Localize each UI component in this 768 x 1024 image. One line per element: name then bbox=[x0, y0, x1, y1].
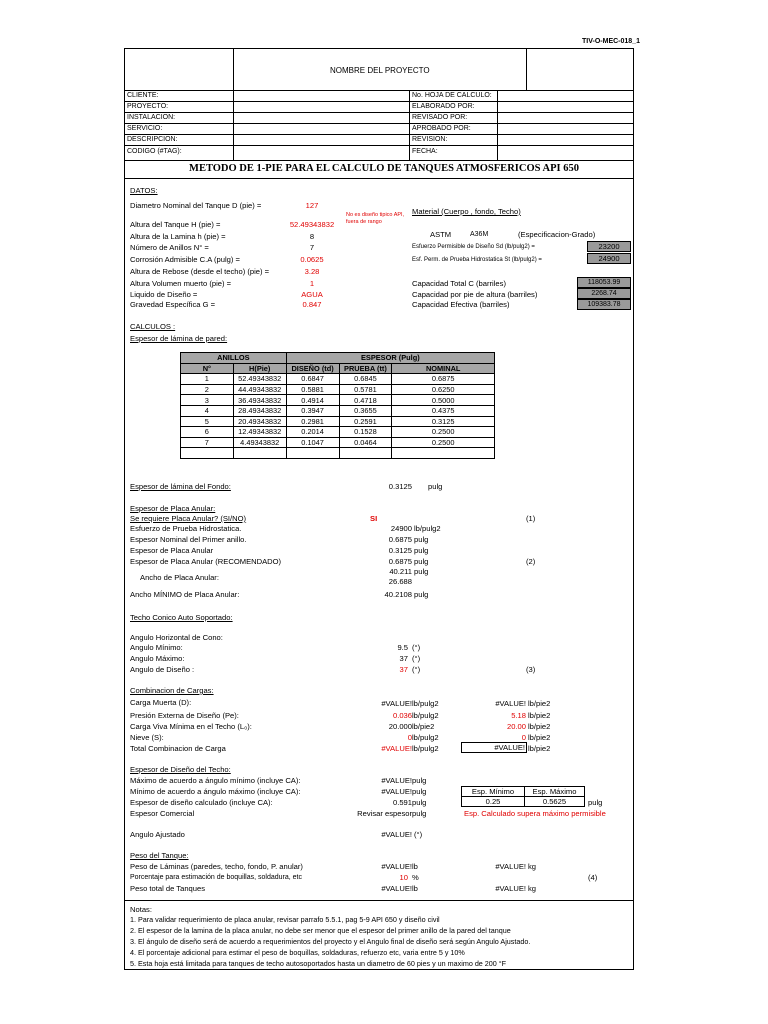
cap-efect-label: Capacidad Efectiva (barriles) bbox=[412, 300, 510, 309]
divider bbox=[124, 178, 634, 179]
info-label-revisado: REVISADO POR: bbox=[412, 114, 468, 121]
ancho-min-unit: pulg bbox=[414, 590, 429, 599]
anular-required-value: SI bbox=[370, 514, 378, 523]
cargas-u2-nieve: lb/pie2 bbox=[528, 733, 551, 742]
cargas-v2-muerta: #VALUE! bbox=[495, 699, 526, 708]
datos-label-corrosion: Corrosión Admisible C.A (pulg) = bbox=[130, 255, 240, 264]
nota-4: 4. El porcentaje adicional para estimar el peso de boquillas, soldaduras, refuerzo etc, varia entre 5 y 10% bbox=[130, 948, 465, 957]
cargas-u1-viva: lb/pie2 bbox=[412, 722, 435, 731]
calculos-subheading: Espesor de lámina de pared: bbox=[130, 334, 228, 343]
ref-1: (1) bbox=[526, 514, 536, 523]
cell bbox=[339, 448, 392, 459]
peso-u1-porcentaje: % bbox=[412, 873, 419, 882]
sheet-title: METODO DE 1-PIE PARA EL CALCULO DE TANQUES ATMOSFERICOS API 650 bbox=[189, 163, 579, 174]
esp-max-value: 0.5625 bbox=[524, 796, 585, 807]
techo-unit-minimo: (°) bbox=[412, 643, 421, 652]
cargas-label-viva: Carga Viva Mínima en el Techo (L₀): bbox=[130, 722, 252, 731]
cargas-u1-total: lb/pulg2 bbox=[412, 744, 439, 753]
cell: 0.3655 bbox=[339, 405, 392, 416]
cell: 36.49343832 bbox=[233, 395, 286, 406]
table-row bbox=[181, 374, 495, 385]
cell: 0.1047 bbox=[286, 437, 339, 448]
diseno-unit-calculado: pulg bbox=[412, 798, 427, 807]
peso-label-total: Peso total de Tanques bbox=[130, 884, 206, 893]
cell: 7 bbox=[181, 437, 234, 448]
anular-label-espesor-nominal: Espesor Nominal del Primer anillo. bbox=[130, 535, 247, 544]
techo-label-horizontal: Angulo Horizontal de Cono: bbox=[130, 633, 223, 642]
esp-unit: pulg bbox=[588, 798, 603, 807]
diseno-value-minimo: #VALUE! bbox=[381, 787, 412, 796]
notas-heading: Notas: bbox=[130, 905, 152, 914]
project-name-header: NOMBRE DEL PROYECTO bbox=[330, 66, 430, 75]
diseno-label-comercial: Espesor Comercial bbox=[130, 809, 195, 818]
cell: 12.49343832 bbox=[233, 427, 286, 438]
anular-label-espesor: Espesor de Placa Anular bbox=[130, 546, 214, 555]
fondo-value: 0.3125 bbox=[388, 482, 412, 491]
cargas-v2-presion: 5.18 bbox=[511, 711, 526, 720]
divider bbox=[124, 160, 634, 161]
info-label-aprobado: APROBADO POR: bbox=[412, 125, 471, 132]
st-value: 24900 bbox=[587, 253, 631, 264]
cell: 0.6847 bbox=[286, 374, 339, 385]
peso-u2-laminas: kg bbox=[528, 862, 537, 871]
cell: 0.3125 bbox=[392, 416, 495, 427]
cell: 0.3947 bbox=[286, 405, 339, 416]
info-label-hoja: No. HOJA DE CALCULO: bbox=[412, 92, 492, 99]
peso-u2-total: kg bbox=[528, 884, 537, 893]
fondo-label: Espesor de lámina del Fondo: bbox=[130, 482, 231, 491]
ancho-label: Ancho de Placa Anular: bbox=[140, 573, 219, 582]
st-label: Esf. Perm. de Prueba Hidrostatica St (lb/pulg2) = bbox=[412, 257, 542, 263]
techo-label-diseno: Angulo de Diseño : bbox=[130, 665, 195, 674]
info-label-revision: REVISION: bbox=[412, 136, 448, 143]
cell: 0.2014 bbox=[286, 427, 339, 438]
datos-value-anillos: 7 bbox=[309, 243, 315, 252]
divider bbox=[124, 145, 634, 146]
cell: 4.49343832 bbox=[233, 437, 286, 448]
cell: 0.4718 bbox=[339, 395, 392, 406]
cell: 6 bbox=[181, 427, 234, 438]
datos-value-volumen-muerto: 1 bbox=[309, 279, 315, 288]
techo-label-minimo: Angulo Mínimo: bbox=[130, 643, 183, 652]
peso-v2-total: #VALUE! bbox=[495, 884, 526, 893]
cell bbox=[181, 448, 234, 459]
cell: 0.6845 bbox=[339, 374, 392, 385]
nota-2: 2. El espesor de la lamina de la placa anular, no debe ser menor que el espesor del primer anillo de la pared del tanque bbox=[130, 926, 511, 935]
techo-unit-diseno: (°) bbox=[412, 665, 421, 674]
diseno-unit-comercial: pulg bbox=[412, 809, 427, 818]
cap-total-label: Capacidad Total C (barriles) bbox=[412, 279, 506, 288]
cell: 0.6250 bbox=[392, 384, 495, 395]
cell: 0.6875 bbox=[392, 374, 495, 385]
table-row bbox=[181, 395, 495, 406]
peso-v1-total: #VALUE! bbox=[381, 884, 412, 893]
peso-heading: Peso del Tanque: bbox=[130, 851, 189, 860]
datos-label-volumen-muerto: Altura Volumen muerto (pie) = bbox=[130, 279, 232, 288]
datos-label-rebose: Altura de Rebose (desde el techo) (pie) = bbox=[130, 267, 270, 276]
sd-value: 23200 bbox=[587, 241, 631, 252]
peso-label-porcentaje: Porcentaje para estimación de boquillas, soldadura, etc bbox=[130, 874, 302, 881]
angulo-ajustado-value: #VALUE! bbox=[381, 830, 412, 839]
cap-total-value: 118053.99 bbox=[577, 277, 631, 288]
divider bbox=[124, 90, 634, 91]
cargas-v1-presion: 0.036 bbox=[392, 711, 412, 720]
peso-v1-laminas: #VALUE! bbox=[381, 862, 412, 871]
table-row bbox=[181, 416, 495, 427]
peso-u1-laminas: lb bbox=[412, 862, 418, 871]
document-code: TIV-O-MEC-018_1 bbox=[582, 38, 640, 45]
diseno-unit-maximo: pulg bbox=[412, 776, 427, 785]
divider bbox=[124, 101, 634, 102]
cell: 4 bbox=[181, 405, 234, 416]
divider bbox=[124, 112, 634, 113]
anular-value-espesor-nominal: 0.6875 bbox=[388, 535, 412, 544]
techo-value-minimo: 9.5 bbox=[397, 643, 408, 652]
datos-value-diametro: 127 bbox=[305, 201, 319, 210]
diseno-value-comercial: Revisar espesor bbox=[357, 809, 412, 818]
cargas-label-presion: Presión Externa de Diseño (Pe): bbox=[130, 711, 239, 720]
cargas-u1-presion: lb/pulg2 bbox=[412, 711, 439, 720]
peso-v1-porcentaje: 10 bbox=[399, 873, 408, 882]
table-header-tt: PRUEBA (tt) bbox=[339, 363, 392, 374]
anular-value-recomendado: 0.6875 bbox=[388, 557, 412, 566]
cell: 3 bbox=[181, 395, 234, 406]
cargas-u2-muerta: lb/pie2 bbox=[528, 699, 551, 708]
cell: 0.2981 bbox=[286, 416, 339, 427]
cell: 0.5881 bbox=[286, 384, 339, 395]
datos-label-liquido: Liquido de Diseño = bbox=[130, 290, 198, 299]
ancho-unit: pulg bbox=[414, 567, 429, 576]
table-header-td: DISEÑO (td) bbox=[286, 363, 339, 374]
calculos-heading: CALCULOS : bbox=[130, 322, 176, 331]
diseno-unit-minimo: pulg bbox=[412, 787, 427, 796]
peso-u1-total: lb bbox=[412, 884, 418, 893]
cell: 0.5000 bbox=[392, 395, 495, 406]
esp-max-header: Esp. Máximo bbox=[524, 786, 585, 797]
cargas-v2-viva: 20.00 bbox=[506, 722, 526, 731]
api-range-note: No es diseño tipico API, fuera de rango bbox=[346, 212, 405, 225]
cargas-v1-muerta: #VALUE! bbox=[381, 699, 412, 708]
esp-min-header: Esp. Mínimo bbox=[461, 786, 525, 797]
techo-heading: Techo Conico Auto Soportado: bbox=[130, 613, 233, 622]
info-label-instalacion: INSTALACION: bbox=[127, 114, 176, 121]
diseno-techo-heading: Espesor de Diseño del Techo: bbox=[130, 765, 231, 774]
datos-label-diametro: Diametro Nominal del Tanque D (pie) = bbox=[130, 201, 262, 210]
cell bbox=[233, 448, 286, 459]
datos-value-altura-tanque: 52.49343832 bbox=[289, 220, 335, 229]
cell bbox=[286, 448, 339, 459]
datos-value-corrosion: 0.0625 bbox=[300, 255, 324, 264]
nota-5: 5. Esta hoja está limitada para tanques de techo autosoportados hasta un diametro de 60 pies y un maximo de 200 °F bbox=[130, 959, 507, 968]
peso-label-laminas: Peso de Láminas (paredes, techo, fondo, P. anular) bbox=[130, 862, 303, 871]
peso-v2-laminas: #VALUE! bbox=[495, 862, 526, 871]
anular-value-espesor: 0.3125 bbox=[388, 546, 412, 555]
astm-value: A36M bbox=[470, 231, 489, 238]
cell: 0.0464 bbox=[339, 437, 392, 448]
table-header-nominal: NOMINAL bbox=[392, 363, 495, 374]
anular-required-label: Se requiere Placa Anular? (SI/NO) bbox=[130, 514, 247, 523]
table-row bbox=[181, 448, 495, 459]
diseno-label-minimo: Mínimo de acuerdo a ángulo máximo (incluye CA): bbox=[130, 787, 301, 796]
table-header-anillos: ANILLOS bbox=[181, 353, 287, 364]
thickness-warning: Esp. Calculado supera máximo permisible bbox=[464, 809, 606, 818]
cell: 0.2500 bbox=[392, 437, 495, 448]
cargas-label-total: Total Combinacion de Carga bbox=[130, 744, 226, 753]
datos-value-liquido: AGUA bbox=[301, 290, 323, 299]
cell: 20.49343832 bbox=[233, 416, 286, 427]
ref-4: (4) bbox=[588, 873, 598, 882]
cargas-heading: Combinacion de Cargas: bbox=[130, 686, 214, 695]
anular-heading: Espesor de Placa Anular: bbox=[130, 504, 216, 513]
anular-label-esfuerzo: Esfuerzo de Prueba Hidrostatica. bbox=[130, 524, 242, 533]
cargas-v1-viva: 20.000 bbox=[388, 722, 412, 731]
ancho-min-label: Ancho MÍNIMO de Placa Anular: bbox=[130, 590, 240, 599]
info-label-servicio: SERVICIO: bbox=[127, 125, 163, 132]
table-row bbox=[181, 427, 495, 438]
divider bbox=[124, 134, 634, 135]
info-label-proyecto: PROYECTO: bbox=[127, 103, 169, 110]
shell-thickness-table bbox=[180, 352, 495, 459]
techo-value-diseno: 37 bbox=[399, 665, 408, 674]
anular-unit-recomendado: pulg bbox=[414, 557, 429, 566]
anular-value-esfuerzo: 24900 bbox=[390, 524, 412, 533]
angulo-ajustado-label: Angulo Ajustado bbox=[130, 830, 185, 839]
cargas-u2-presion: lb/pie2 bbox=[528, 711, 551, 720]
spec-label: (Especificacion-Grado) bbox=[518, 230, 596, 239]
cargas-u2-viva: lb/pie2 bbox=[528, 722, 551, 731]
divider bbox=[124, 123, 634, 124]
nota-1: 1. Para validar requerimiento de placa anular, revisar parrafo 5.5.1, pag 5-9 API 650 y diseño civil bbox=[130, 915, 440, 924]
diseno-value-calculado: 0.591 bbox=[392, 798, 412, 807]
datos-value-rebose: 3.28 bbox=[304, 267, 320, 276]
diseno-label-maximo: Máximo de acuerdo a ángulo mínimo (incluye CA): bbox=[130, 776, 301, 785]
nota-3: 3. El ángulo de diseño será de acuerdo a requerimientos del proyecto y el Angulo final de diseño será según Angulo Ajustado. bbox=[130, 937, 531, 946]
divider bbox=[124, 900, 634, 901]
diseno-value-maximo: #VALUE! bbox=[381, 776, 412, 785]
cell: 0.4914 bbox=[286, 395, 339, 406]
info-label-fecha: FECHA: bbox=[412, 148, 438, 155]
table-header-h: H(Pie) bbox=[233, 363, 286, 374]
cap-pie-label: Capacidad por pie de altura (barriles) bbox=[412, 290, 538, 299]
divider bbox=[526, 48, 527, 90]
diseno-label-calculado: Espesor de diseño calculado (incluye CA): bbox=[130, 798, 273, 807]
ancho-min-value: 40.2108 bbox=[384, 590, 412, 599]
divider bbox=[233, 48, 234, 160]
info-label-elaborado: ELABORADO POR: bbox=[412, 103, 475, 110]
cargas-v2-nieve: 0 bbox=[521, 733, 526, 742]
datos-label-gravedad: Gravedad Específica G = bbox=[130, 300, 216, 309]
datos-value-gravedad: 0.847 bbox=[302, 300, 322, 309]
cell: 0.5781 bbox=[339, 384, 392, 395]
info-label-codigo: CODIGO (#TAG): bbox=[127, 148, 182, 155]
cell: 2 bbox=[181, 384, 234, 395]
cargas-v2-total: #VALUE! bbox=[461, 742, 527, 753]
anular-unit-espesor-nominal: pulg bbox=[414, 535, 429, 544]
cell: 5 bbox=[181, 416, 234, 427]
cell: 0.2500 bbox=[392, 427, 495, 438]
table-row bbox=[181, 384, 495, 395]
anular-label-recomendado: Espesor de Placa Anular (RECOMENDADO) bbox=[130, 557, 282, 566]
cell bbox=[392, 448, 495, 459]
cell: 52.49343832 bbox=[233, 374, 286, 385]
anular-unit-espesor: pulg bbox=[414, 546, 429, 555]
table-row bbox=[181, 437, 495, 448]
ancho-value-1: 40.211 bbox=[389, 567, 412, 576]
cap-efect-value: 109383.78 bbox=[577, 299, 631, 310]
cargas-v1-total: #VALUE! bbox=[381, 744, 412, 753]
table-row bbox=[181, 405, 495, 416]
datos-value-altura-lamina: 8 bbox=[309, 232, 315, 241]
ancho-value-2: 26.688 bbox=[388, 577, 412, 586]
datos-label-altura-tanque: Altura del Tanque H (pie) = bbox=[130, 220, 221, 229]
techo-value-maximo: 37 bbox=[399, 654, 408, 663]
ref-2: (2) bbox=[526, 557, 536, 566]
info-label-cliente: CLIENTE: bbox=[127, 92, 159, 99]
cell: 0.2591 bbox=[339, 416, 392, 427]
ref-3: (3) bbox=[526, 665, 536, 674]
cargas-label-nieve: Nieve (S): bbox=[130, 733, 164, 742]
datos-heading: DATOS: bbox=[130, 186, 158, 195]
table-header-n: N° bbox=[181, 363, 234, 374]
info-label-descripcion: DESCRIPCION: bbox=[127, 136, 178, 143]
techo-label-maximo: Angulo Máximo: bbox=[130, 654, 185, 663]
cell: 44.49343832 bbox=[233, 384, 286, 395]
cell: 28.49343832 bbox=[233, 405, 286, 416]
techo-unit-maximo: (°) bbox=[412, 654, 421, 663]
cell: 1 bbox=[181, 374, 234, 385]
datos-label-anillos: Número de Anillos N° = bbox=[130, 243, 209, 252]
cargas-u2-total: lb/pie2 bbox=[528, 744, 551, 753]
cell: 0.4375 bbox=[392, 405, 495, 416]
angulo-ajustado-unit: (°) bbox=[414, 830, 423, 839]
cargas-v1-nieve: 0 bbox=[407, 733, 412, 742]
cargas-label-muerta: Carga Muerta (D): bbox=[130, 698, 192, 707]
anular-unit-esfuerzo: lb/pulg2 bbox=[414, 524, 441, 533]
fondo-unit: pulg bbox=[428, 482, 443, 491]
astm-label: ASTM bbox=[430, 230, 452, 239]
cell: 0.1528 bbox=[339, 427, 392, 438]
table-header-espesor: ESPESOR (Pulg) bbox=[286, 353, 494, 364]
cargas-u1-muerta: lb/pulg2 bbox=[412, 699, 439, 708]
cargas-u1-nieve: lb/pulg2 bbox=[412, 733, 439, 742]
sd-label: Esfuerzo Permisible de Diseño Sd (lb/pulg2) = bbox=[412, 244, 535, 250]
cap-pie-value: 2268.74 bbox=[577, 288, 631, 299]
esp-min-value: 0.25 bbox=[461, 796, 525, 807]
material-label: Material (Cuerpo , fondo, Techo) bbox=[412, 207, 521, 216]
datos-label-altura-lamina: Altura de la Lamina h (pie) = bbox=[130, 232, 226, 241]
